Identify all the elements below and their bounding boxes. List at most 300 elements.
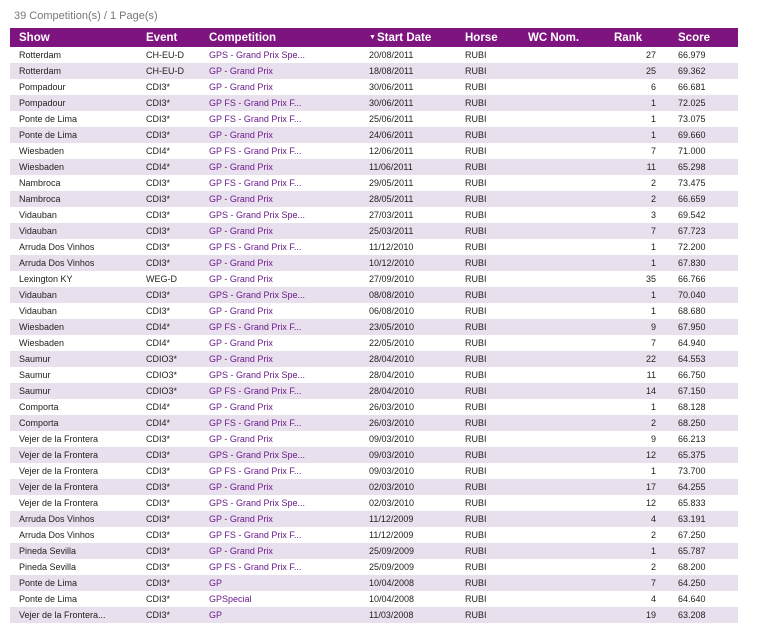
cell-competition-link[interactable]: GP [209, 575, 369, 591]
cell-wc-nom [528, 95, 614, 111]
cell-competition-link[interactable]: GP - Grand Prix [209, 306, 273, 316]
cell-show: Vejer de la Frontera [19, 498, 99, 508]
table-row [10, 47, 738, 63]
cell-competition-link[interactable]: GP - Grand Prix [209, 511, 369, 527]
cell-wc-nom [528, 367, 614, 383]
cell-start-date: 30/06/2011 [369, 95, 465, 111]
cell-score: 69.362 [656, 63, 738, 79]
table-row [10, 79, 738, 95]
cell-rank: 4 [650, 594, 656, 604]
table-row [10, 351, 738, 367]
cell-horse: RUBI [465, 434, 487, 444]
cell-competition-link[interactable]: GP [209, 607, 369, 623]
cell-wc-nom [528, 143, 614, 159]
cell-competition-link[interactable]: GP FS - Grand Prix F... [209, 178, 302, 188]
cell-show: Rotterdam [10, 63, 146, 79]
cell-event: CDI3* [146, 306, 171, 316]
cell-horse: RUBI [465, 287, 528, 303]
table-row [10, 607, 738, 623]
table-row [10, 383, 738, 399]
column-header-competition[interactable]: Competition [209, 28, 369, 47]
cell-show: Vejer de la Frontera [19, 466, 99, 476]
cell-event: CDI3* [146, 242, 171, 252]
cell-wc-nom [528, 447, 614, 463]
cell-start-date: 18/08/2011 [369, 63, 465, 79]
cell-event: CDI4* [146, 338, 171, 348]
cell-show: Rotterdam [19, 50, 62, 60]
cell-event: CDI3* [146, 543, 209, 559]
cell-rank: 27 [645, 50, 656, 60]
cell-show: Ponte de Lima [19, 114, 78, 124]
cell-score: 71.000 [678, 146, 706, 156]
table-row [10, 175, 738, 191]
cell-competition-link[interactable]: GP FS - Grand Prix F... [209, 415, 369, 431]
cell-event: CDI3* [146, 82, 171, 92]
cell-rank: 1 [614, 127, 656, 143]
cell-show: Vejer de la Frontera [10, 479, 146, 495]
cell-score: 67.830 [656, 255, 738, 271]
cell-competition-link[interactable]: GP FS - Grand Prix F... [209, 146, 302, 156]
cell-start-date: 10/04/2008 [369, 594, 415, 604]
cell-wc-nom [528, 383, 614, 399]
cell-start-date: 06/08/2010 [369, 306, 415, 316]
cell-wc-nom [528, 207, 614, 223]
cell-wc-nom [528, 287, 614, 303]
cell-wc-nom [528, 303, 614, 319]
table-row [10, 223, 738, 239]
cell-rank: 1 [650, 466, 656, 476]
cell-show: Pineda Sevilla [19, 562, 77, 572]
cell-rank: 1 [650, 402, 656, 412]
cell-show: Arruda Dos Vinhos [19, 530, 95, 540]
cell-competition-link[interactable]: GP FS - Grand Prix F... [209, 242, 302, 252]
cell-score: 72.025 [656, 95, 738, 111]
cell-score: 68.128 [678, 402, 706, 412]
cell-competition-link[interactable]: GP - Grand Prix [209, 159, 369, 175]
cell-score: 67.150 [656, 383, 738, 399]
table-row [10, 111, 738, 127]
cell-event: WEG-D [146, 274, 177, 284]
cell-event: CDI3* [146, 594, 171, 604]
cell-score: 64.553 [656, 351, 738, 367]
cell-score: 73.475 [678, 178, 706, 188]
cell-rank: 2 [614, 191, 656, 207]
cell-rank: 7 [650, 338, 656, 348]
cell-score: 65.375 [656, 447, 738, 463]
cell-horse: RUBI [465, 447, 528, 463]
cell-show: Nambroca [10, 191, 146, 207]
cell-show: Arruda Dos Vinhos [10, 255, 146, 271]
cell-horse: RUBI [465, 146, 487, 156]
cell-rank: 2 [650, 530, 656, 540]
cell-horse: RUBI [465, 543, 528, 559]
table-row [10, 399, 738, 415]
column-header-score[interactable]: Score [656, 28, 738, 47]
cell-wc-nom [528, 159, 614, 175]
cell-wc-nom [528, 191, 614, 207]
cell-competition-link[interactable]: GP - Grand Prix [209, 338, 273, 348]
cell-start-date: 28/04/2010 [369, 383, 465, 399]
cell-score: 64.940 [678, 338, 706, 348]
cell-event: CDI3* [146, 114, 171, 124]
cell-start-date: 20/08/2011 [369, 50, 414, 60]
cell-competition-link[interactable]: GP - Grand Prix [209, 127, 369, 143]
cell-score: 66.659 [656, 191, 738, 207]
cell-event: CDI3* [146, 95, 209, 111]
cell-horse: RUBI [465, 319, 528, 335]
cell-score: 68.680 [678, 306, 706, 316]
cell-competition-link[interactable]: GPS - Grand Prix Spe... [209, 50, 306, 60]
cell-start-date: 27/09/2010 [369, 274, 415, 284]
cell-score: 73.075 [678, 114, 706, 124]
table-row [10, 95, 738, 111]
cell-competition-link[interactable]: GPS - Grand Prix Spe... [209, 447, 369, 463]
cell-show: Vidauban [10, 287, 146, 303]
cell-start-date: 10/04/2008 [369, 575, 465, 591]
cell-score: 73.700 [678, 466, 706, 476]
cell-event: CDI3* [146, 223, 209, 239]
cell-start-date: 30/06/2011 [369, 82, 414, 92]
cell-competition-link[interactable]: GP FS - Grand Prix F... [209, 383, 369, 399]
cell-wc-nom [528, 431, 614, 447]
cell-start-date: 24/06/2011 [369, 127, 465, 143]
cell-event: CDI3* [146, 287, 209, 303]
cell-score: 67.250 [678, 530, 706, 540]
table-row [10, 367, 738, 383]
cell-start-date: 28/05/2011 [369, 191, 465, 207]
cell-competition-link[interactable]: GP FS - Grand Prix F... [209, 95, 369, 111]
cell-show: Pompadour [10, 95, 146, 111]
cell-wc-nom [528, 463, 614, 479]
cell-rank: 3 [650, 210, 656, 220]
cell-score: 66.766 [678, 274, 706, 284]
cell-score: 66.750 [678, 370, 706, 380]
cell-event: CDI3* [146, 498, 171, 508]
cell-show: Ponte de Lima [19, 594, 78, 604]
cell-competition-link[interactable]: GPSpecial [209, 594, 252, 604]
cell-start-date: 26/03/2010 [369, 402, 415, 412]
cell-competition-link[interactable]: GP FS - Grand Prix F... [209, 114, 302, 124]
column-header-event[interactable]: Event [146, 28, 209, 47]
cell-competition-link[interactable]: GP - Grand Prix [209, 479, 369, 495]
cell-horse: RUBI [465, 402, 487, 412]
cell-horse: RUBI [465, 306, 487, 316]
cell-event: CDI3* [146, 447, 209, 463]
cell-competition-link[interactable]: GPS - Grand Prix Spe... [209, 370, 306, 380]
cell-show: Vidauban [19, 306, 57, 316]
cell-horse: RUBI [465, 338, 487, 348]
cell-horse: RUBI [465, 50, 487, 60]
cell-start-date: 10/12/2010 [369, 255, 465, 271]
cell-start-date: 23/05/2010 [369, 319, 465, 335]
table-row [10, 271, 738, 287]
cell-start-date: 11/06/2011 [369, 159, 465, 175]
cell-wc-nom [528, 319, 614, 335]
cell-rank: 12 [645, 498, 656, 508]
cell-event: CDI3* [146, 511, 209, 527]
cell-score: 64.250 [656, 575, 738, 591]
cell-horse: RUBI [465, 498, 487, 508]
cell-rank: 1 [650, 306, 656, 316]
cell-score: 70.040 [656, 287, 738, 303]
cell-horse: RUBI [465, 159, 528, 175]
column-header-rank[interactable]: Rank [614, 28, 656, 47]
cell-horse: RUBI [465, 210, 487, 220]
cell-competition-link[interactable]: GP - Grand Prix [209, 434, 273, 444]
cell-event: CDI3* [146, 530, 171, 540]
cell-rank: 6 [650, 82, 656, 92]
cell-start-date: 25/09/2009 [369, 562, 415, 572]
cell-competition-link[interactable]: GP FS - Grand Prix F... [209, 319, 369, 335]
cell-horse: RUBI [465, 562, 487, 572]
cell-event: CDI4* [146, 146, 171, 156]
cell-score: 65.298 [656, 159, 738, 175]
cell-event: CDI3* [146, 466, 171, 476]
header-row [10, 28, 738, 47]
cell-rank: 19 [614, 607, 656, 623]
cell-show: Wiesbaden [19, 338, 65, 348]
cell-event: CDI3* [146, 255, 209, 271]
cell-wc-nom [528, 79, 614, 95]
table-row [10, 63, 738, 79]
cell-wc-nom [528, 255, 614, 271]
table-row [10, 127, 738, 143]
cell-rank: 12 [614, 447, 656, 463]
cell-event: CDI3* [146, 575, 209, 591]
cell-event: CDIO3* [146, 383, 209, 399]
cell-event: CDI4* [146, 159, 209, 175]
cell-rank: 17 [614, 479, 656, 495]
cell-rank: 1 [650, 114, 656, 124]
cell-horse: RUBI [465, 82, 487, 92]
cell-rank: 1 [614, 255, 656, 271]
cell-wc-nom [528, 111, 614, 127]
cell-rank: 7 [650, 146, 656, 156]
cell-show: Lexington KY [19, 274, 73, 284]
cell-show: Vidauban [19, 210, 57, 220]
cell-horse: RUBI [465, 127, 528, 143]
table-row [10, 303, 738, 319]
cell-start-date: 09/03/2010 [369, 447, 465, 463]
cell-event: CDI3* [146, 191, 209, 207]
table-row [10, 447, 738, 463]
table-row [10, 527, 738, 543]
table-row [10, 415, 738, 431]
cell-event: CDIO3* [146, 351, 209, 367]
cell-wc-nom [528, 399, 614, 415]
cell-competition-link[interactable]: GPS - Grand Prix Spe... [209, 210, 306, 220]
cell-competition-link[interactable]: GPS - Grand Prix Spe... [209, 498, 306, 508]
cell-score: 64.255 [656, 479, 738, 495]
table-row [10, 239, 738, 255]
cell-competition-link[interactable]: GP FS - Grand Prix F... [209, 562, 302, 572]
cell-show: Wiesbaden [10, 159, 146, 175]
cell-score: 63.191 [656, 511, 738, 527]
table-row [10, 559, 738, 575]
cell-start-date: 25/06/2011 [369, 114, 414, 124]
cell-competition-link[interactable]: GP - Grand Prix [209, 255, 369, 271]
table-row [10, 335, 738, 351]
cell-competition-link[interactable]: GPS - Grand Prix Spe... [209, 287, 369, 303]
cell-show: Pineda Sevilla [10, 543, 146, 559]
cell-rank: 9 [650, 434, 656, 444]
cell-rank: 2 [650, 178, 656, 188]
cell-wc-nom [528, 415, 614, 431]
cell-competition-link[interactable]: GP - Grand Prix [209, 351, 369, 367]
cell-start-date: 11/03/2008 [369, 607, 465, 623]
cell-event: CDI3* [146, 178, 171, 188]
cell-horse: RUBI [465, 530, 487, 540]
cell-show: Vidauban [10, 223, 146, 239]
cell-wc-nom [528, 511, 614, 527]
cell-wc-nom [528, 127, 614, 143]
cell-horse: RUBI [465, 223, 528, 239]
cell-wc-nom [528, 47, 614, 63]
cell-event: CDI4* [146, 415, 209, 431]
cell-show: Arruda Dos Vinhos [10, 511, 146, 527]
cell-horse: RUBI [465, 370, 487, 380]
cell-show: Nambroca [19, 178, 61, 188]
table-row [10, 463, 738, 479]
cell-rank: 22 [614, 351, 656, 367]
cell-rank: 35 [645, 274, 656, 284]
cell-start-date: 25/03/2011 [369, 223, 465, 239]
table-row [10, 159, 738, 175]
cell-competition-link[interactable]: GP FS - Grand Prix F... [209, 530, 302, 540]
cell-rank: 14 [614, 383, 656, 399]
table-row [10, 495, 738, 511]
cell-score: 65.787 [656, 543, 738, 559]
cell-show: Ponte de Lima [10, 127, 146, 143]
cell-start-date: 02/03/2010 [369, 498, 415, 508]
cell-horse: RUBI [465, 242, 487, 252]
cell-score: 69.660 [656, 127, 738, 143]
cell-start-date: 22/05/2010 [369, 338, 415, 348]
cell-wc-nom [528, 607, 614, 623]
cell-score: 69.542 [678, 210, 706, 220]
cell-event: CDI3* [146, 434, 171, 444]
cell-competition-link[interactable]: GP FS - Grand Prix F... [209, 466, 302, 476]
cell-score: 66.681 [678, 82, 706, 92]
cell-rank: 11 [614, 159, 656, 175]
competition-results-table [10, 28, 738, 623]
table-row [10, 191, 738, 207]
table-row [10, 591, 738, 607]
cell-competition-link[interactable]: GP - Grand Prix [209, 402, 273, 412]
cell-rank: 11 [646, 370, 656, 380]
column-header-show[interactable]: Show [10, 28, 146, 47]
column-header-start-date-label: Start Date [376, 31, 432, 44]
cell-score: 67.950 [656, 319, 738, 335]
table-row [10, 287, 738, 303]
cell-start-date: 29/05/2011 [369, 178, 414, 188]
cell-horse: RUBI [465, 95, 528, 111]
cell-competition-link[interactable]: GP - Grand Prix [209, 223, 369, 239]
cell-competition-link[interactable]: GP - Grand Prix [209, 191, 369, 207]
cell-event: CDI3* [146, 607, 209, 623]
cell-wc-nom [528, 335, 614, 351]
cell-event: CDI4* [146, 319, 209, 335]
cell-show: Comporta [19, 402, 59, 412]
cell-score: 68.200 [678, 562, 706, 572]
cell-horse: RUBI [465, 114, 487, 124]
table-row [10, 511, 738, 527]
table-row [10, 319, 738, 335]
cell-competition-link[interactable]: GP - Grand Prix [209, 82, 273, 92]
cell-show: Saumur [10, 351, 146, 367]
cell-start-date: 09/03/2010 [369, 466, 415, 476]
cell-wc-nom [528, 527, 614, 543]
cell-rank: 9 [614, 319, 656, 335]
cell-start-date: 09/03/2010 [369, 434, 415, 444]
cell-event: CDI3* [146, 127, 209, 143]
cell-score: 63.208 [656, 607, 738, 623]
cell-horse: RUBI [465, 63, 528, 79]
cell-event: CDI3* [146, 210, 171, 220]
cell-horse: RUBI [465, 415, 528, 431]
cell-show: Arruda Dos Vinhos [19, 242, 95, 252]
cell-event: CDI4* [146, 402, 171, 412]
cell-wc-nom [528, 63, 614, 79]
table-row [10, 479, 738, 495]
cell-rank: 2 [614, 415, 656, 431]
cell-wc-nom [528, 351, 614, 367]
cell-competition-link[interactable]: GP - Grand Prix [209, 63, 369, 79]
cell-wc-nom [528, 591, 614, 607]
cell-show: Comporta [10, 415, 146, 431]
cell-score: 64.640 [678, 594, 706, 604]
cell-start-date: 25/09/2009 [369, 543, 465, 559]
cell-show: Wiesbaden [10, 319, 146, 335]
cell-competition-link[interactable]: GP - Grand Prix [209, 543, 369, 559]
cell-score: 66.213 [678, 434, 706, 444]
table-row [10, 431, 738, 447]
cell-horse: RUBI [465, 575, 528, 591]
column-header-wc-nom[interactable]: WC Nom. [528, 28, 614, 47]
cell-rank: 4 [614, 511, 656, 527]
cell-horse: RUBI [465, 351, 528, 367]
cell-score: 72.200 [678, 242, 706, 252]
cell-score: 67.723 [656, 223, 738, 239]
cell-start-date: 12/06/2011 [369, 146, 414, 156]
column-header-horse[interactable]: Horse [465, 28, 528, 47]
cell-competition-link[interactable]: GP - Grand Prix [209, 274, 273, 284]
cell-rank: 1 [650, 242, 656, 252]
cell-horse: RUBI [465, 594, 487, 604]
cell-start-date: 28/04/2010 [369, 370, 415, 380]
cell-wc-nom [528, 495, 614, 511]
cell-start-date: 02/03/2010 [369, 479, 465, 495]
results-summary: 39 Competition(s) / 1 Page(s) [14, 10, 158, 22]
cell-wc-nom [528, 271, 614, 287]
cell-show: Saumur [19, 370, 51, 380]
cell-rank: 1 [614, 95, 656, 111]
cell-show: Saumur [10, 383, 146, 399]
cell-rank: 1 [614, 287, 656, 303]
cell-horse: RUBI [465, 466, 487, 476]
cell-rank: 2 [650, 562, 656, 572]
column-header-start-date[interactable] [369, 28, 465, 47]
cell-horse: RUBI [465, 479, 528, 495]
cell-score: 68.250 [656, 415, 738, 431]
cell-horse: RUBI [465, 511, 528, 527]
cell-wc-nom [528, 479, 614, 495]
cell-show: Wiesbaden [19, 146, 65, 156]
cell-show: Vejer de la Frontera [10, 447, 146, 463]
cell-wc-nom [528, 559, 614, 575]
table-row [10, 143, 738, 159]
cell-rank: 25 [614, 63, 656, 79]
